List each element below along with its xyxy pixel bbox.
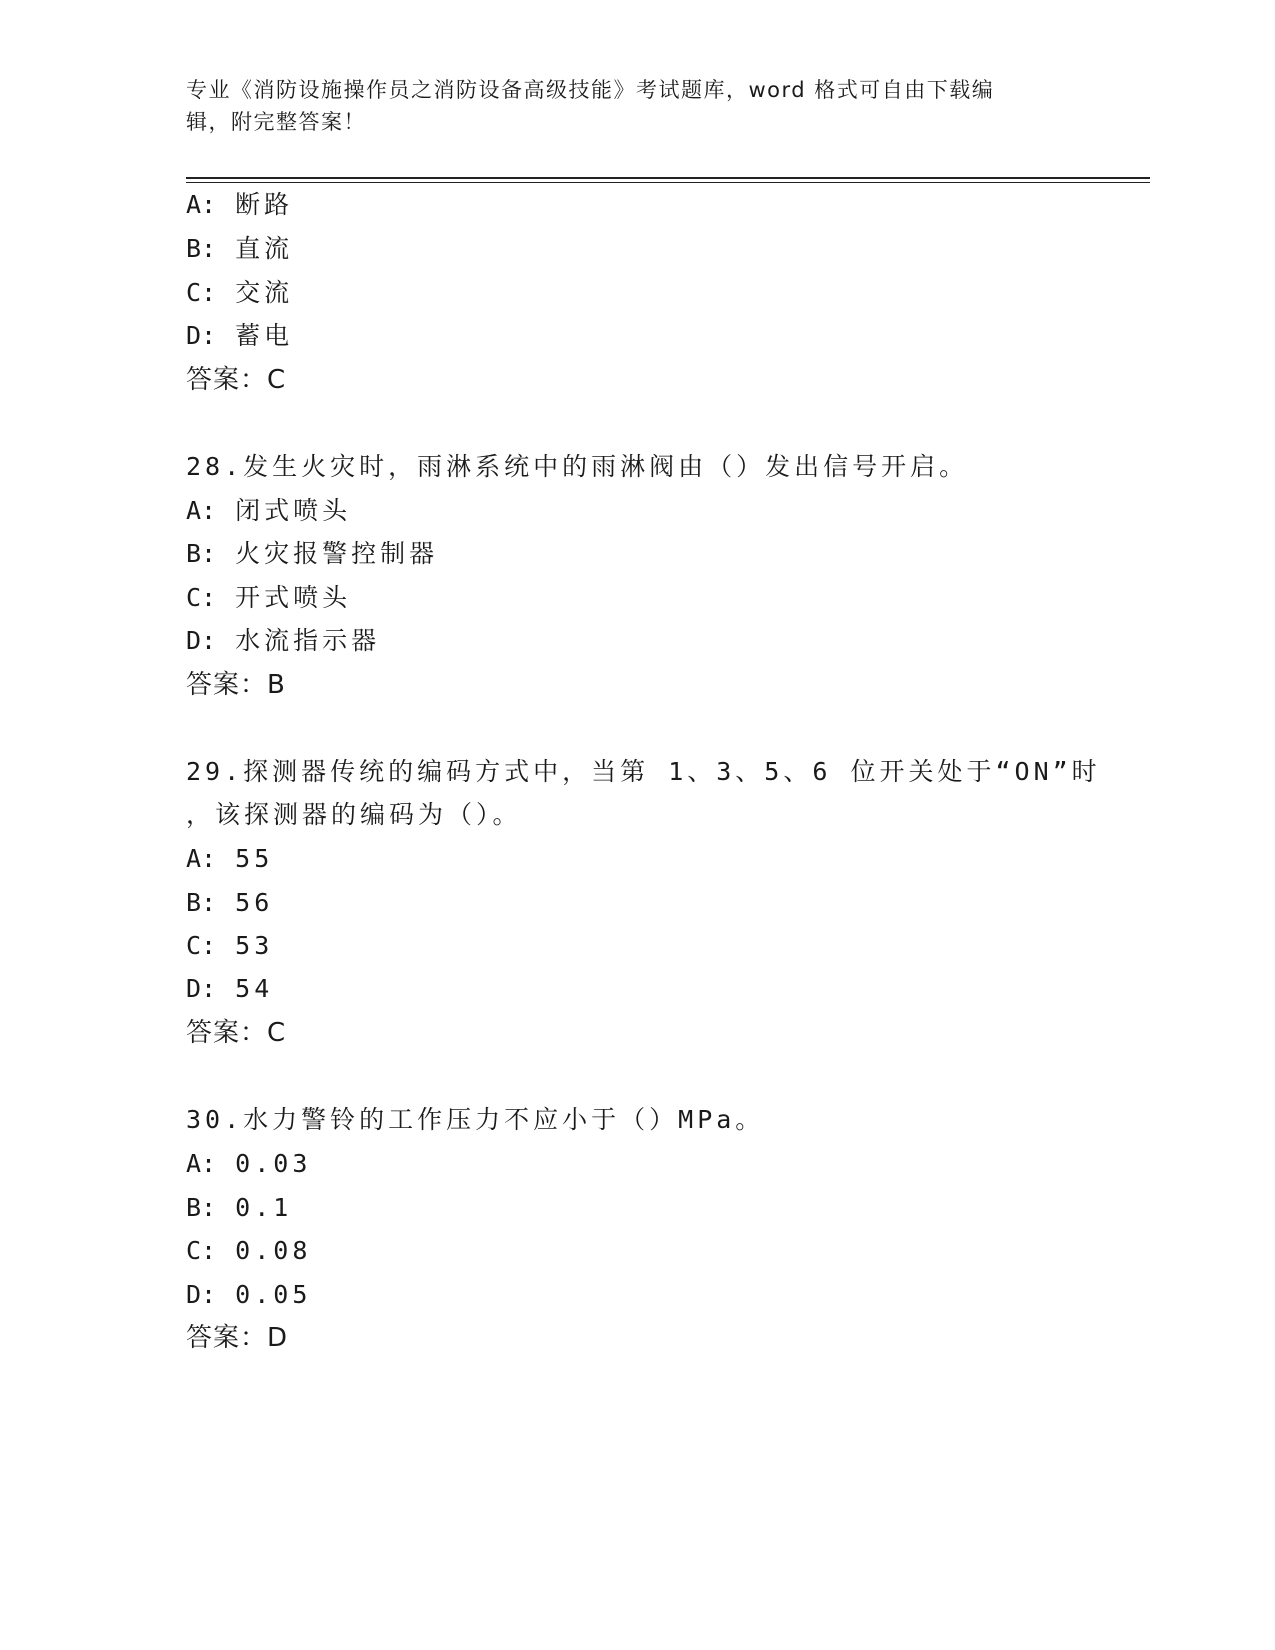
option-label: D: <box>186 974 217 1003</box>
option-a <box>186 1147 311 1181</box>
option-text: 0.1 <box>235 1193 293 1222</box>
option-text: 53 <box>235 931 274 960</box>
option-label: D: <box>186 626 217 655</box>
answer-line: 答案：D <box>186 1323 289 1353</box>
option-label: D: <box>186 1280 217 1309</box>
option-text: 交流 <box>235 278 294 307</box>
option-text: 闭式喷头 <box>235 496 352 525</box>
option-label: C: <box>186 1236 217 1265</box>
option-c <box>186 276 293 310</box>
option-a <box>186 842 273 876</box>
option-c <box>186 581 351 615</box>
header-line-1: 专业《消防设施操作员之消防设备高级技能》考试题库，word 格式可自由下载编 <box>186 78 995 102</box>
header-divider-thin <box>186 182 1150 183</box>
option-label: A: <box>186 496 217 525</box>
option-text: 水流指示器 <box>235 626 381 655</box>
option-c <box>186 929 273 963</box>
option-label: C: <box>186 931 217 960</box>
header-divider-thick <box>186 177 1150 179</box>
option-c <box>186 1234 311 1268</box>
option-text: 断路 <box>235 190 294 219</box>
question-stem: 28.发生火灾时，雨淋系统中的雨淋阀由（）发出信号开启。 <box>186 452 969 481</box>
option-d <box>186 972 273 1006</box>
option-b <box>186 1191 292 1225</box>
option-label: B: <box>186 234 217 263</box>
option-d <box>186 1278 311 1312</box>
option-label: A: <box>186 844 217 873</box>
option-d <box>186 319 293 353</box>
option-text: 火灾报警控制器 <box>235 539 439 568</box>
question-stem: 29.探测器传统的编码方式中，当第 1、3、5、6 位开关处于“ON”时 <box>186 757 1101 786</box>
document-header <box>186 74 1066 138</box>
answer-line: 答案：C <box>186 1018 287 1048</box>
option-d <box>186 624 380 658</box>
option-label: B: <box>186 539 217 568</box>
option-text: 56 <box>235 888 274 917</box>
option-b <box>186 886 273 920</box>
option-label: C: <box>186 583 217 612</box>
option-label: D: <box>186 321 217 350</box>
option-text: 开式喷头 <box>235 583 352 612</box>
answer-line: 答案：B <box>186 670 286 700</box>
option-label: B: <box>186 888 217 917</box>
option-b <box>186 232 293 266</box>
option-text: 直流 <box>235 234 294 263</box>
option-text: 0.08 <box>235 1236 312 1265</box>
option-label: A: <box>186 190 217 219</box>
option-text: 55 <box>235 844 274 873</box>
option-label: C: <box>186 278 217 307</box>
option-text: 0.03 <box>235 1149 312 1178</box>
option-a <box>186 188 293 222</box>
option-a <box>186 494 351 528</box>
option-text: 0.05 <box>235 1280 312 1309</box>
option-text: 蓄电 <box>235 321 294 350</box>
question-stem-continued: ，该探测器的编码为（）。 <box>186 800 522 829</box>
option-b <box>186 537 438 571</box>
option-text: 54 <box>235 974 274 1003</box>
answer-line: 答案：C <box>186 365 287 395</box>
header-line-2: 辑，附完整答案！ <box>186 110 366 134</box>
option-label: A: <box>186 1149 217 1178</box>
question-stem: 30.水力警铃的工作压力不应小于（）MPa。 <box>186 1105 765 1134</box>
option-label: B: <box>186 1193 217 1222</box>
